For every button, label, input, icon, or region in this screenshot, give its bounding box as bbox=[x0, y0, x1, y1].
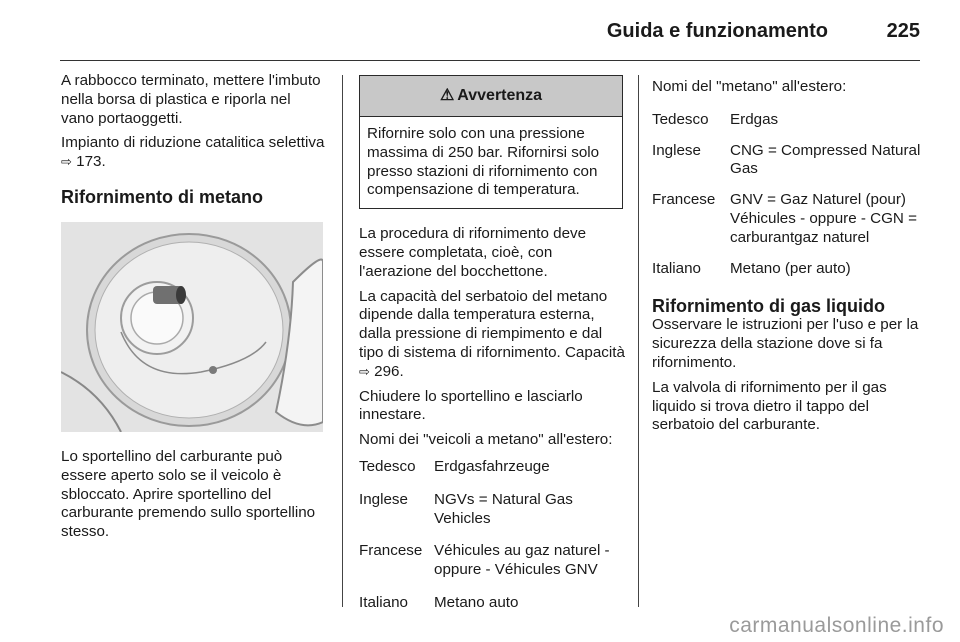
name-cell: CNG = Compressed Natural Gas bbox=[730, 141, 921, 178]
table-row bbox=[359, 458, 627, 477]
paragraph: Nomi dei "veicoli a metano" all'estero: bbox=[359, 431, 613, 449]
paragraph: Chiudere lo sportellino e lasciarlo innestare. bbox=[359, 387, 583, 424]
warning-triangle-icon: ⚠ bbox=[439, 86, 455, 104]
column-divider-right bbox=[638, 75, 639, 607]
name-cell: Véhicules au gaz naturel - oppure - Véhicules GNV bbox=[434, 542, 610, 579]
paragraph: La procedura di rifornimento deve essere completata, cioè, con l'aerazione del bocchettone. bbox=[359, 225, 587, 280]
warning-header bbox=[360, 76, 622, 117]
paragraph-with-reference bbox=[61, 134, 327, 172]
section-heading: Rifornimento di metano bbox=[61, 186, 263, 207]
table-row bbox=[652, 191, 922, 247]
language-cell: Francese bbox=[359, 542, 423, 560]
page-reference-arrow-icon: ⇨ bbox=[359, 363, 370, 379]
paragraph-with-reference bbox=[359, 288, 627, 382]
paragraph: Osservare le istruzioni per l'uso e per la sicurezza della stazione dove si fa rifornimento. bbox=[652, 316, 919, 371]
page-header-title: Guida e funzionamento bbox=[606, 20, 828, 42]
vehicle-names-table bbox=[359, 458, 627, 613]
table-row bbox=[652, 111, 922, 130]
table-row bbox=[359, 594, 627, 613]
page-reference[interactable]: 173. bbox=[76, 153, 106, 171]
paragraph: A rabbocco terminato, mettere l'imbuto nella borsa di plastica e riporla nel vano portaoggetti. bbox=[61, 72, 321, 127]
page-number: 225 bbox=[886, 20, 920, 42]
language-cell: Tedesco bbox=[652, 110, 709, 128]
column-divider-left bbox=[342, 75, 343, 607]
table-row bbox=[652, 260, 922, 279]
paragraph: La valvola di rifornimento per il gas liquido si trova dietro il tappo del serbatoio del carburante. bbox=[652, 378, 887, 434]
warning-text: Rifornire solo con una pressione massima di 250 bar. Rifornirsi solo presso stazioni di rifornimento con compensazione di temperatura. bbox=[367, 125, 600, 199]
name-cell: NGVs = Natural Gas Vehicles bbox=[434, 490, 573, 527]
name-cell: Erdgas bbox=[730, 110, 779, 128]
fuel-filler-flap-image bbox=[61, 222, 323, 432]
warning-box bbox=[359, 75, 623, 209]
table-row bbox=[359, 491, 627, 529]
language-cell: Italiano bbox=[359, 593, 408, 611]
name-cell: Metano auto bbox=[434, 593, 519, 611]
header-rule bbox=[60, 60, 920, 61]
gas-names-table bbox=[652, 111, 922, 279]
paragraph-text: La capacità del serbatoio del metano dipende dalla temperatura esterna, dalla pressione di riempimento e dal tipo di sistema di rifornimento. Capacità bbox=[359, 287, 625, 361]
language-cell: Inglese bbox=[652, 141, 701, 159]
watermark: carmanualsonline.info bbox=[729, 614, 944, 637]
language-cell: Inglese bbox=[359, 490, 408, 508]
paragraph: Lo sportellino del carburante può essere aperto solo se il veicolo è sbloccato. Aprire sportellino del carburante premendo sullo sportellino stesso. bbox=[61, 447, 316, 541]
name-cell: Erdgasfahrzeuge bbox=[434, 457, 550, 475]
table-row bbox=[359, 542, 627, 580]
paragraph-text: Impianto di riduzione catalitica selettiva bbox=[61, 134, 325, 152]
section-heading: Rifornimento di gas liquido bbox=[652, 296, 885, 317]
page-reference-arrow-icon: ⇨ bbox=[61, 154, 72, 170]
paragraph: Nomi del "metano" all'estero: bbox=[652, 78, 847, 95]
column-3 bbox=[652, 72, 922, 441]
table-row bbox=[652, 142, 922, 180]
name-cell: GNV = Gaz Naturel (pour) Véhicules - oppure - CGN = carburantgaz naturel bbox=[730, 191, 917, 246]
column-1 bbox=[61, 72, 327, 548]
name-cell: Metano (per auto) bbox=[730, 259, 851, 277]
page-reference[interactable]: 296. bbox=[374, 362, 404, 380]
column-2 bbox=[359, 72, 627, 627]
language-cell: Francese bbox=[652, 191, 716, 209]
language-cell: Tedesco bbox=[359, 457, 416, 475]
language-cell: Italiano bbox=[652, 259, 701, 277]
warning-title: Avvertenza bbox=[457, 86, 543, 104]
